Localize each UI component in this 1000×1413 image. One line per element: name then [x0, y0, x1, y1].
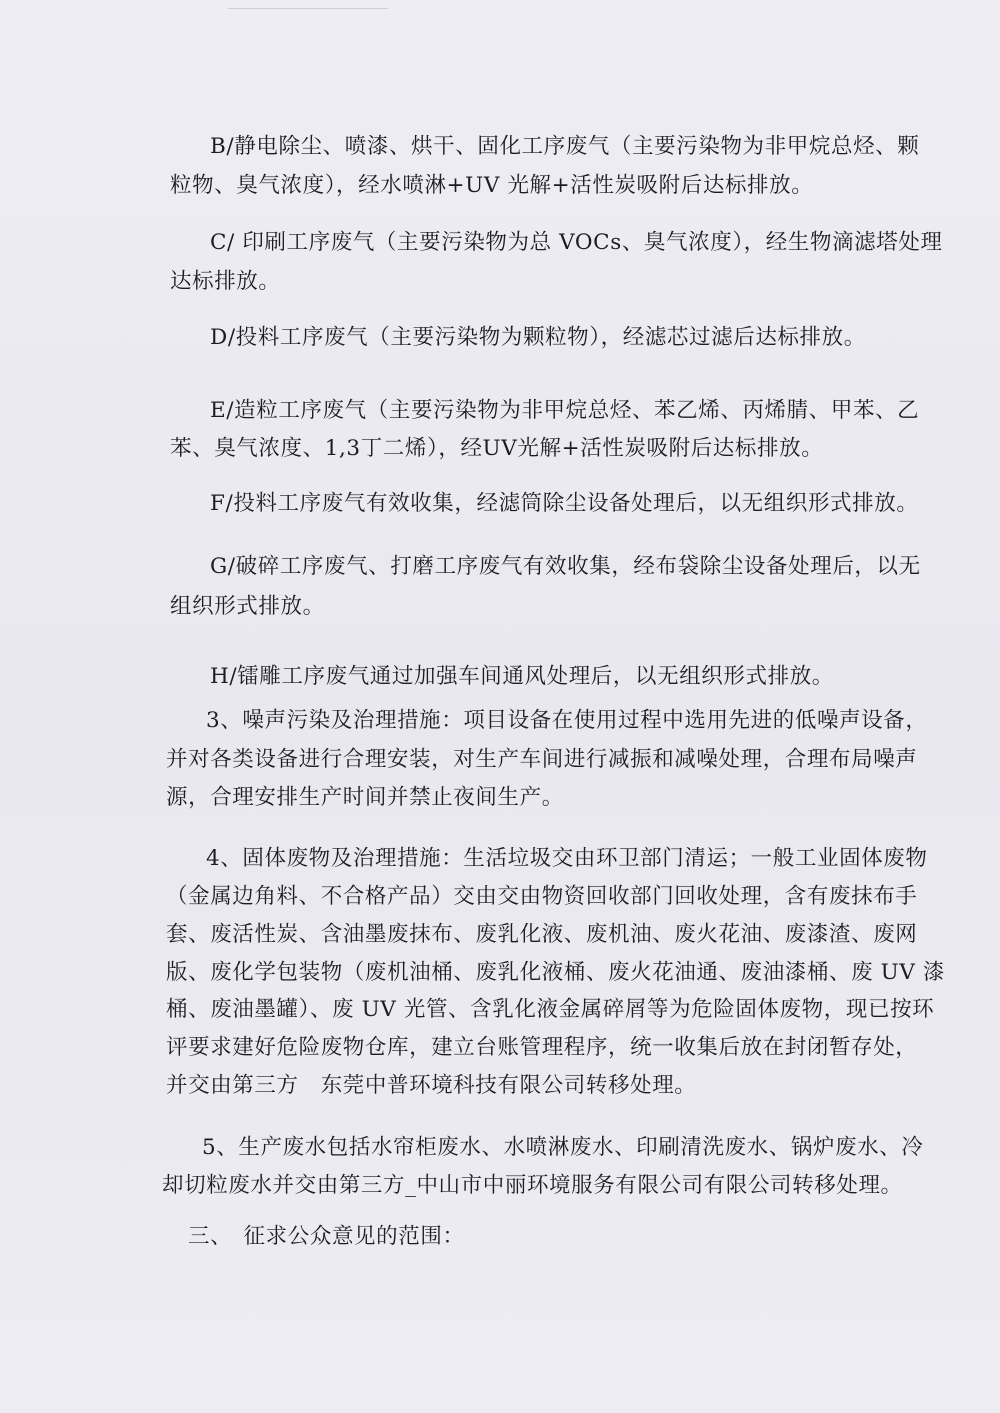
- text-line: 5、生产废水包括水帘柜废水、水喷淋废水、印刷清洗废水、锅炉废水、冷: [202, 1135, 924, 1160]
- text-line: G/破碎工序废气、打磨工序废气有效收集，经布袋除尘设备处理后，以无: [210, 554, 921, 579]
- text-line: （金属边角料、不合格产品）交由交由物资回收部门回收处理，含有废抹布手: [166, 884, 918, 909]
- text-line: 桶、废油墨罐）、废 UV 光管、含乳化液金属碎屑等为危险固体废物，现已按环: [166, 997, 935, 1022]
- text-line: 却切粒废水并交由第三方_中山市中丽环境服务有限公司有限公司转移处理。: [162, 1173, 903, 1198]
- text-line: 粒物、臭气浓度），经水喷淋+UV 光解+活性炭吸附后达标排放。: [170, 173, 814, 198]
- text-line: D/投料工序废气（主要污染物为颗粒物），经滤芯过滤后达标排放。: [210, 325, 866, 350]
- text-line: 并对各类设备进行合理安装，对生产车间进行减振和减噪处理，合理布局噪声: [166, 747, 918, 772]
- text-line: C/ 印刷工序废气（主要污染物为总 VOCs、臭气浓度），经生物滴滤塔处理: [210, 230, 943, 255]
- text-line: 版、废化学包装物（废机油桶、废乳化液桶、废火花油通、废油漆桶、废 UV 漆: [166, 960, 946, 985]
- scan-artifact-mark: [228, 8, 388, 15]
- text-line: 3、噪声污染及治理措施：项目设备在使用过程中选用先进的低噪声设备，: [206, 708, 928, 733]
- text-line: F/投料工序废气有效收集，经滤筒除尘设备处理后，以无组织形式排放。: [210, 491, 919, 516]
- section-heading: 三、 征求公众意见的范围：: [188, 1224, 465, 1249]
- text-line: 组织形式排放。: [170, 594, 325, 619]
- text-line: 苯、臭气浓度、1,3丁二烯），经UV光解+活性炭吸附后达标排放。: [170, 436, 824, 461]
- text-line: 达标排放。: [170, 269, 281, 294]
- text-line: 4、固体废物及治理措施：生活垃圾交由环卫部门清运；一般工业固体废物: [206, 846, 928, 871]
- text-line: 并交由第三方 东莞中普环境科技有限公司转移处理。: [166, 1073, 697, 1098]
- text-line: H/镭雕工序废气通过加强车间通风处理后，以无组织形式排放。: [210, 664, 834, 689]
- text-line: 评要求建好危险废物仓库，建立台账管理程序，统一收集后放在封闭暂存处，: [166, 1035, 918, 1060]
- text-line: 源，合理安排生产时间并禁止夜间生产。: [166, 785, 564, 810]
- text-line: B/静电除尘、喷漆、烘干、固化工序废气（主要污染物为非甲烷总烃、颗: [210, 134, 920, 159]
- text-line: 套、废活性炭、含油墨废抹布、废乳化液、废机油、废火花油、废漆渣、废网: [166, 922, 918, 947]
- text-line: E/造粒工序废气（主要污染物为非甲烷总烃、苯乙烯、丙烯腈、甲苯、乙: [210, 398, 920, 423]
